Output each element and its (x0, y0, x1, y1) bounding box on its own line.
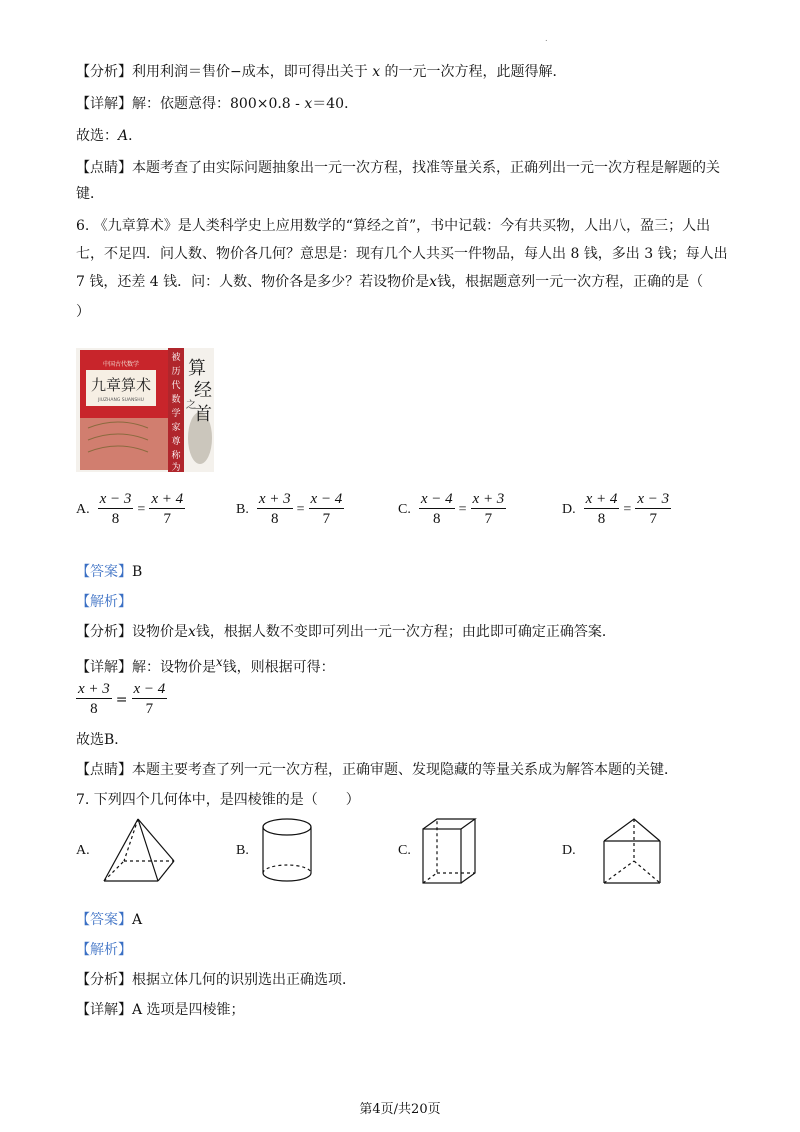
header-mark: . (545, 34, 548, 43)
q7-analysis: 【分析】根据立体几何的识别选出正确选项． (76, 972, 356, 988)
q6-stem-line3: 7 钱，还差 4 钱．问：人数、物价各是多少？若设物价是x钱，根据题意列一元一次方程，正确的是（ (76, 274, 704, 290)
book-vertical-char: 称 (171, 451, 181, 461)
q5-detail: 【详解】解：依题意得：800×0.8 - x＝40． (76, 96, 359, 112)
q6-stem-line1: 6. 《九章算术》是人类科学史上应用数学的“算经之首”，书中记载：今有共买物，人出八，盈三；人出 (76, 218, 711, 234)
book-vertical-char: 历 (171, 367, 181, 377)
book-calligraphy-char: 算 (188, 358, 206, 379)
q5-analysis: 【分析】利用利润＝售价−成本，即可得出关于 x 的一元一次方程，此题得解． (76, 64, 567, 80)
book-cover-image (76, 348, 214, 472)
book-vertical-char: 代 (171, 381, 181, 391)
q6-stem-line4: ） (76, 304, 90, 320)
q5-comment-line2: 键． (76, 186, 104, 202)
page-footer: 第4页/共20页 (359, 1102, 441, 1117)
q6-analysis: 【分析】设物价是x钱，根据人数不变即可列出一元一次方程；由此即可确定正确答案． (76, 624, 616, 640)
book-vertical-char: 尊 (171, 437, 181, 447)
q5-choice: 故选：A． (76, 128, 143, 144)
q6-answer: 【答案】B (76, 564, 143, 580)
square-pyramid-icon (98, 815, 180, 887)
book-vertical-char: 为 (171, 463, 181, 472)
book-vertical-char: 被 (171, 353, 181, 363)
q7-detail: 【详解】A 选项是四棱锥； (76, 1002, 245, 1018)
book-title: 九章算术 (90, 376, 152, 394)
q6-detail: 【详解】解：设物价是$^x$钱，则根据可得： (76, 655, 335, 676)
q6-option-b[interactable]: B. $\frac{x + 3}{8}$ = $\frac{x - 4}{7}$ (236, 491, 343, 527)
q6-comment: 【点睛】本题主要考查了列一元一次方程，正确审题、发现隐藏的等量关系成为解答本题的关键． (76, 762, 678, 778)
q7-option-b[interactable]: B. (236, 815, 317, 887)
q7-answer: 【答案】A (76, 912, 143, 928)
q7-option-c[interactable]: C. (398, 815, 481, 887)
book-calligraphy-char: 经 (194, 380, 212, 401)
triangular-prism-icon (584, 815, 664, 887)
q6-option-d[interactable]: D. $\frac{x + 4}{8}$ = $\frac{x - 3}{7}$ (562, 491, 670, 527)
q7-option-a[interactable]: A. (76, 815, 180, 887)
q6-explain-tag: 【解析】 (76, 594, 132, 610)
cylinder-icon (257, 815, 317, 887)
book-calligraphy-char: 之 (186, 400, 196, 411)
book-small-label: 中国古代数学 (102, 361, 140, 368)
book-subtitle: JIUZHANG SUANSHU (98, 398, 144, 403)
q7-option-d[interactable]: D. (562, 815, 664, 887)
book-vertical-char: 家 (171, 423, 181, 433)
book-calligraphy-char: 首 (194, 404, 212, 425)
q6-option-c[interactable]: C. $\frac{x - 4}{8}$ = $\frac{x + 3}{7}$ (398, 491, 505, 527)
book-vertical-char: 数 (171, 395, 181, 405)
rectangular-prism-icon (419, 815, 481, 887)
book-vertical-char: 学 (171, 409, 181, 419)
q7-stem: 7. 下列四个几何体中，是四棱锥的是（ ） (76, 792, 360, 808)
q5-comment-line1: 【点睛】本题考查了由实际问题抽象出一元一次方程，找准等量关系，正确列出一元一次方程是解题的关 (76, 160, 720, 176)
q6-option-a[interactable]: A. $\frac{x - 3}{8}$ = $\frac{x + 4}{7}$ (76, 491, 184, 527)
q6-choice: 故选B． (76, 732, 129, 748)
q7-explain-tag: 【解析】 (76, 942, 132, 958)
q6-stem-line2: 七，不足四．问人数、物价各几何？意思是：现有几个人共买一件物品，每人出 8 钱，多出 3 钱；每人出 (76, 246, 728, 262)
q6-equation: $\frac{x + 3}{8}$ = $\frac{x - 4}{7}$ (78, 681, 166, 717)
